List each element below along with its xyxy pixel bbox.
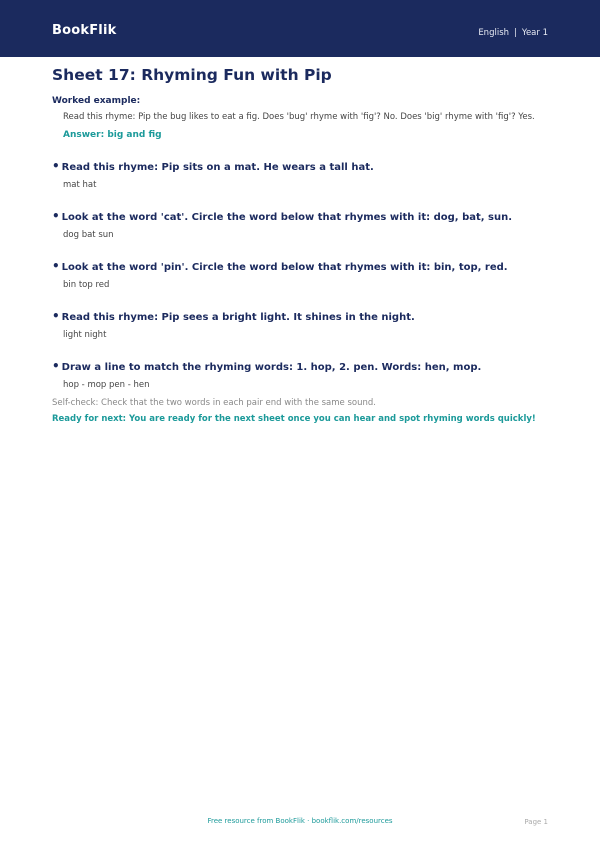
question-prompt: Read this rhyme: Pip sits on a mat. He wears a tall hat.: [61, 161, 374, 173]
ready-for-next-note: Ready for next: You are ready for the next sheet once you can hear and spot rhyming words quickly!: [52, 413, 536, 424]
self-check-note: Self-check: Check that the two words in each pair end with the same sound.: [52, 397, 376, 408]
bullet-icon: •: [52, 308, 60, 323]
footer-credit: Free resource from BookFlik · bookflik.com/resources: [207, 817, 393, 825]
page-header: [0, 0, 600, 57]
brand-logo: BookFlik: [52, 23, 117, 38]
page-title: Sheet 17: Rhyming Fun with Pip: [52, 66, 332, 84]
question-prompt: Look at the word 'pin'. Circle the word below that rhymes with it: bin, top, red.: [61, 261, 508, 273]
question-item: [52, 158, 548, 190]
question-item: [52, 358, 548, 390]
question-prompt: Look at the word 'cat'. Circle the word below that rhymes with it: dog, bat, sun.: [61, 211, 513, 223]
sheet-content: [52, 96, 548, 424]
question-answer-words: light night: [63, 329, 107, 340]
worked-example-answer: Answer: big and fig: [63, 129, 162, 140]
question-item: [52, 258, 548, 290]
question-item: [52, 308, 548, 340]
bullet-icon: •: [52, 258, 60, 273]
subject-label: English: [478, 28, 510, 38]
question-prompt: Read this rhyme: Pip sees a bright light. It shines in the night.: [61, 311, 415, 323]
worked-example-text: Read this rhyme: Pip the bug likes to eat a fig. Does 'bug' rhyme with 'fig'? No. Does 'big' rhyme with 'fig'? Yes.: [63, 112, 535, 122]
bullet-icon: •: [52, 208, 60, 223]
meta-separator: |: [514, 28, 517, 38]
question-answer-words: mat hat: [63, 179, 97, 190]
bullet-icon: •: [52, 158, 60, 173]
bullet-icon: •: [52, 358, 60, 373]
question-answer-words: hop - mop pen - hen: [63, 379, 150, 390]
question-prompt: Draw a line to match the rhyming words: 1. hop, 2. pen. Words: hen, mop.: [61, 361, 482, 373]
question-answer-words: dog bat sun: [63, 229, 114, 240]
question-item: [52, 208, 548, 240]
header-meta: [478, 28, 548, 38]
year-label: Year 1: [521, 28, 548, 38]
question-answer-words: bin top red: [63, 279, 110, 290]
worked-example-label: Worked example:: [52, 96, 141, 106]
page-number: Page 1: [524, 818, 548, 826]
